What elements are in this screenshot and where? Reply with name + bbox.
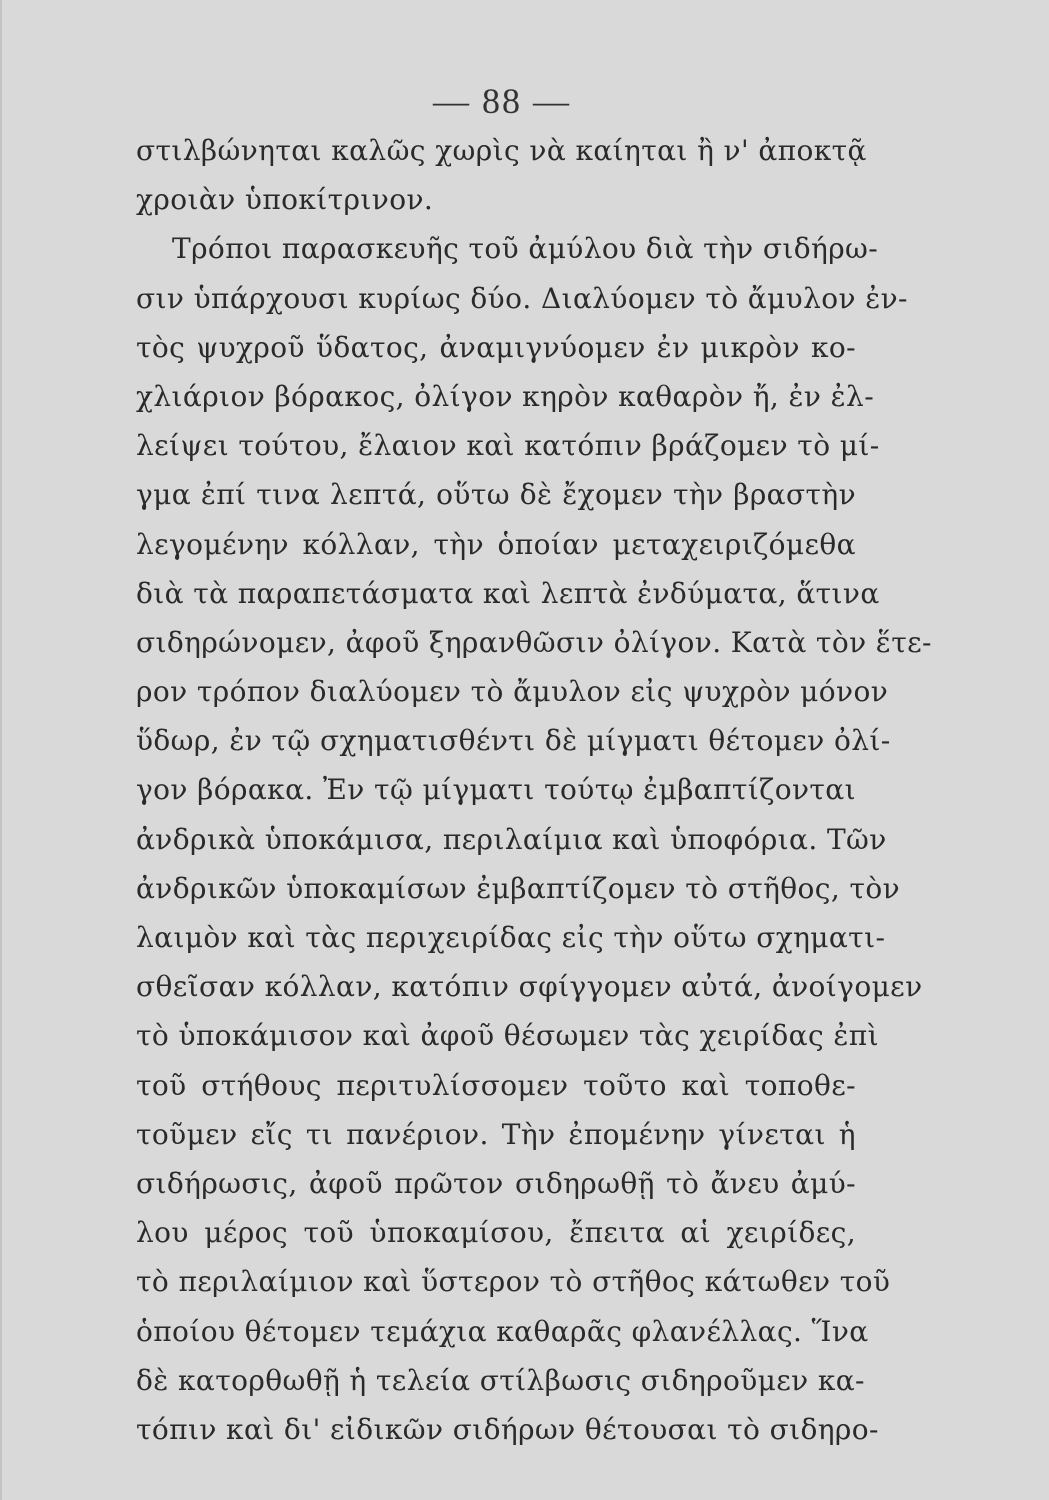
text-line: σιν ὑπάρχουσι κυρίως δύο. Διαλύομεν τὸ ἄμυλον ἐν- xyxy=(136,281,908,315)
text-line: ἀνδρικῶν ὑποκαμίσων ἐμβαπτίζομεν τὸ στῆθος, τὸν xyxy=(136,871,901,905)
text-line: σθεῖσαν κόλλαν, κατόπιν σφίγγομεν αὐτά, ἀνοίγομεν xyxy=(136,970,923,1004)
text-line: λείψει τούτου, ἔλαιον καὶ κατόπιν βράζομεν τὸ μί- xyxy=(136,429,880,463)
text-line: γον βόρακα. Ἐν τῷ μίγματι τούτῳ ἐμβαπτίζονται xyxy=(136,773,856,807)
text-line: δὲ κατορθωθῇ ἡ τελεία στίλβωσις σιδηροῦμεν κα- xyxy=(136,1363,865,1397)
text-line: διὰ τὰ παραπετάσματα καὶ λεπτὰ ἐνδύματα, ἅτινα xyxy=(136,576,880,610)
text-line: τὸς ψυχροῦ ὕδατος, ἀναμιγνύομεν ἐν μικρὸν κο- xyxy=(136,330,856,364)
page-number: — 88 — xyxy=(433,81,571,121)
text-line: ὕδωρ, ἐν τῷ σχηματισθέντι δὲ μίγματι θέτομεν ὀλί- xyxy=(136,724,891,758)
text-line: χροιὰν ὑποκίτρινον. xyxy=(136,183,434,217)
text-line: ρον τρόπον διαλύομεν τὸ ἄμυλον εἰς ψυχρὸν μόνον xyxy=(136,675,889,709)
paragraph-start-line: Τρόποι παρασκευῆς τοῦ ἀμύλου διὰ τὴν σιδήρω- xyxy=(172,232,879,266)
text-line: στιλβώνηται καλῶς χωρὶς νὰ καίηται ἢ ν' ἀποκτᾷ xyxy=(136,134,867,167)
text-line: τοῦμεν εἴς τι πανέριον. Τὴν ἐπομένην γίνεται ἡ xyxy=(136,1117,856,1151)
body-text xyxy=(136,126,932,1454)
text-line: σιδηρώνομεν, ἀφοῦ ξηρανθῶσιν ὀλίγον. Κατὰ τὸν ἕτε- xyxy=(136,625,932,659)
text-line: λαιμὸν καὶ τὰς περιχειρίδας εἰς τὴν οὕτω σχηματι- xyxy=(136,921,886,954)
text-line: τοῦ στήθους περιτυλίσσομεν τοῦτο καὶ τοποθε- xyxy=(136,1068,856,1102)
text-line: χλιάριον βόρακος, ὀλίγον κηρὸν καθαρὸν ἤ, ἐν ἐλ- xyxy=(136,379,875,413)
text-line: λου μέρος τοῦ ὑποκαμίσου, ἔπειτα αἱ χειρίδες, xyxy=(136,1216,856,1250)
text-line: γμα ἐπί τινα λεπτά, οὕτω δὲ ἔχομεν τὴν βραστὴν xyxy=(136,478,856,512)
text-line: λεγομένην κόλλαν, τὴν ὁποίαν μεταχειριζόμεθα xyxy=(136,527,856,561)
text-line: τὸ περιλαίμιον καὶ ὕστερον τὸ στῆθος κάτωθεν τοῦ xyxy=(136,1265,891,1299)
text-line: τὸ ὑποκάμισον καὶ ἀφοῦ θέσωμεν τὰς χειρίδας ἐπὶ xyxy=(136,1019,879,1053)
text-line: τόπιν καὶ δι' εἰδικῶν σιδήρων θέτουσαι τὸ σιδηρο- xyxy=(136,1412,879,1446)
text-line: ἀνδρικὰ ὑποκάμισα, περιλαίμια καὶ ὑποφόρια. Τῶν xyxy=(136,822,887,856)
text-line: σιδήρωσις, ἀφοῦ πρῶτον σιδηρωθῇ τὸ ἄνευ ἀμύ- xyxy=(136,1166,856,1200)
text-line: ὁποίου θέτομεν τεμάχια καθαρᾶς φλανέλλας. Ἵνα xyxy=(136,1314,869,1348)
